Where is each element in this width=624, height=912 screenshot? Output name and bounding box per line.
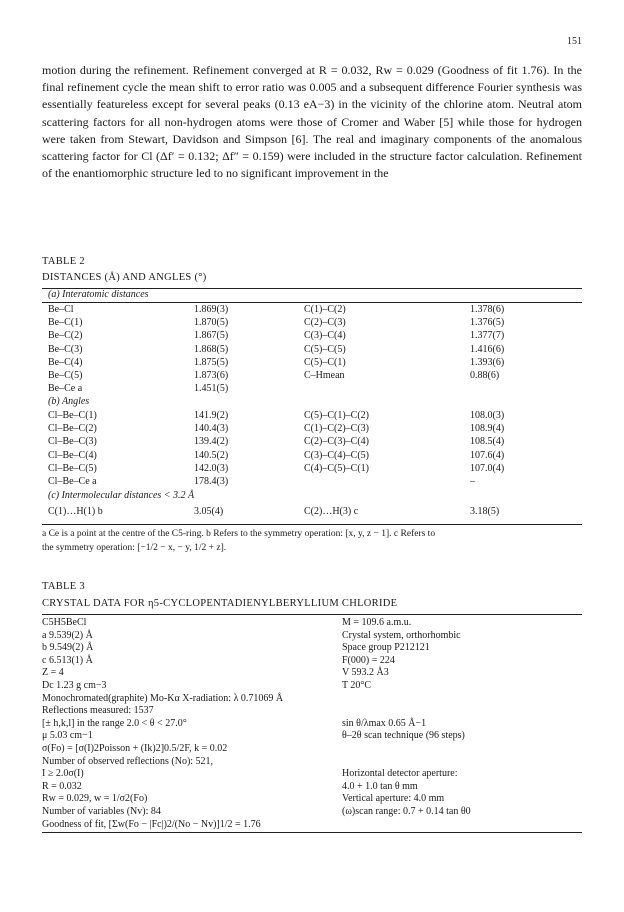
crystal-data-right: M = 109.6 a.m.u.	[342, 617, 412, 628]
table-cell: 1.867(5)	[194, 330, 229, 342]
crystal-data-right: T 20°C	[342, 680, 372, 691]
table-row	[42, 409, 582, 422]
table-cell: C(1)–C(2)–C(3)	[304, 423, 369, 435]
body-paragraph: motion during the refinement. Refinement converged at R = 0.032, Rw = 0.029 (Goodness of fit 1.76). In the final refinement cycle the mean shift to error ratio was 0.005 and a subsequent difference Fourier synthesis was essentially featureless except for several peaks (0.13 eA−3) in the vicinity of the chlorine atom. Neutral atom scattering factors for all non-hydrogen atoms were those of Cromer and Waber [5] while those for hydrogen were taken from Stewart, Davidson and Simpson [6]. The real and imaginary components of the anomalous scattering factor for Cl (Δf′ = 0.132; Δf″ = 0.159) were included in the structure factor calculation. Refinement of the enantiomorphic structure led to no significant improvement in the	[42, 63, 582, 181]
table3-title: CRYSTAL DATA FOR η5-CYCLOPENTADIENYLBERYLLIUM CHLORIDE	[42, 598, 398, 609]
table-row	[42, 369, 582, 382]
crystal-data-left: Monochromated(graphite) Mo-Kα X-radiation: λ 0.71069 Å	[42, 692, 284, 704]
table-cell: C(4)–C(5)–C(1)	[304, 462, 369, 474]
table3-top-rule	[42, 614, 582, 615]
table-row	[42, 343, 582, 356]
crystal-data-left: Number of observed reflections (No): 521,	[42, 755, 214, 767]
table-cell: Be–C(4)	[48, 356, 83, 368]
table-cell: Cl–Be–C(5)	[48, 462, 97, 474]
table-cell: 1.870(5)	[194, 317, 229, 329]
table-cell: C(1)…H(1) b	[48, 506, 103, 517]
table-row	[42, 303, 582, 316]
table-cell: 108.9(4)	[470, 423, 505, 435]
table-cell: 1.378(6)	[470, 304, 505, 315]
crystal-data-right: Vertical aperture: 4.0 mm	[342, 793, 445, 805]
table-cell: 1.376(5)	[470, 317, 505, 329]
table-cell: 107.6(4)	[470, 449, 505, 461]
table-cell: C(2)–C(3)	[304, 317, 346, 329]
table-row	[42, 462, 582, 475]
crystal-data-left: c 6.513(1) Å	[42, 654, 93, 666]
table-cell: C(2)–C(3)–C(4)	[304, 436, 369, 448]
crystal-data-left: Goodness of fit, [Σw(Fo − |Fc|)2/(No − Nv)]1/2 = 1.76	[42, 818, 261, 830]
table-cell: Be–Ce a	[48, 383, 83, 395]
crystal-data-right: θ–2θ scan technique (96 steps)	[342, 730, 465, 742]
crystal-data-right: (ω)scan range: 0.7 + 0.14 tan θ0	[342, 806, 471, 817]
page-number: 151	[567, 36, 582, 47]
table-cell: 142.0(3)	[194, 462, 229, 474]
table-cell: 140.5(2)	[194, 449, 229, 461]
crystal-data-left: I ≥ 2.0σ(I)	[42, 768, 84, 780]
crystal-data-right: Crystal system, orthorhombic	[342, 629, 461, 641]
table-row	[42, 316, 582, 329]
table-row	[42, 422, 582, 435]
table-cell: 1.377(7)	[470, 330, 505, 342]
crystal-data-left: σ(Fo) = [σ(I)2Poisson + (Ik)2]0.5/2F, k = 0.02	[42, 743, 228, 754]
table3-label: TABLE 3	[42, 581, 85, 592]
table-cell: C(2)…H(3) c	[304, 506, 359, 517]
table2-section-b: (b) Angles	[48, 396, 90, 407]
crystal-data-left: R = 0.032	[42, 780, 82, 792]
crystal-data-right: F(000) = 224	[342, 654, 395, 666]
table-cell: 3.05(4)	[194, 506, 224, 517]
crystal-data-right: 4.0 + 1.0 tan θ mm	[342, 780, 418, 792]
table-cell: 1.868(5)	[194, 343, 229, 355]
table-row	[42, 382, 582, 395]
crystal-data-left: [± h,k,l] in the range 2.0 < θ < 27.0°	[42, 717, 187, 729]
table2-footnote-1: a Ce is a point at the centre of the C5-ring. b Refers to the symmetry operation: [x, y, z − 1]. c Refers to	[42, 529, 436, 539]
table-cell: 140.4(3)	[194, 423, 229, 435]
table-cell: –	[470, 476, 475, 487]
table-cell: 108.5(4)	[470, 436, 505, 448]
table-cell: 1.869(3)	[194, 304, 229, 315]
table-cell: 141.9(2)	[194, 410, 229, 421]
table2-title: DISTANCES (Å) AND ANGLES (°)	[42, 272, 207, 283]
table-cell: 1.875(5)	[194, 356, 229, 368]
table-cell: C(5)–C(1)–C(2)	[304, 410, 369, 421]
table-cell: Cl–Be–Ce a	[48, 476, 97, 487]
table-cell: Be–Cl	[48, 304, 74, 315]
table-row	[42, 356, 582, 369]
table-cell: C(3)–C(4)	[304, 330, 346, 342]
crystal-data-left: Number of variables (Nv): 84	[42, 806, 161, 817]
crystal-data-left: a 9.539(2) Å	[42, 629, 93, 641]
crystal-data-left: C5H5BeCl	[42, 617, 87, 628]
table-cell: 1.393(6)	[470, 356, 505, 368]
table-row	[42, 435, 582, 448]
table-cell: Cl–Be–C(2)	[48, 423, 97, 435]
table2-bottom-rule	[42, 524, 582, 525]
table-cell: 1.873(6)	[194, 370, 229, 381]
crystal-data-right: Space group P212121	[342, 642, 430, 654]
table-row	[42, 505, 582, 518]
table-cell: Cl–Be–C(1)	[48, 410, 97, 421]
table-cell: C(5)–C(5)	[304, 343, 346, 355]
table-cell: Cl–Be–C(3)	[48, 436, 97, 448]
table-cell: Be–C(1)	[48, 317, 83, 329]
crystal-data-left: b 9.549(2) Å	[42, 642, 94, 654]
table-cell: Be–C(2)	[48, 330, 83, 342]
table-cell: 178.4(3)	[194, 476, 229, 487]
table-cell: Cl–Be–C(4)	[48, 449, 97, 461]
crystal-data-right: sin θ/λmax 0.65 Å−1	[342, 717, 427, 729]
table-cell: 108.0(3)	[470, 410, 505, 421]
table-cell: 0.88(6)	[470, 370, 500, 381]
crystal-data-right: Horizontal detector aperture:	[342, 768, 458, 780]
table-cell: 3.18(5)	[470, 506, 500, 517]
table-row	[42, 449, 582, 462]
table-cell: C(5)–C(1)	[304, 356, 346, 368]
table-cell: C(3)–C(4)–C(5)	[304, 449, 369, 461]
table-cell: 1.451(5)	[194, 383, 229, 395]
table-row	[42, 329, 582, 342]
crystal-data-left: Reflections measured: 1537	[42, 705, 154, 717]
table-cell: 139.4(2)	[194, 436, 229, 448]
table2-section-c: (c) Intermolecular distances < 3.2 Å	[48, 490, 195, 501]
table2-section-a: (a) Interatomic distances	[48, 289, 149, 300]
crystal-data-left: Z = 4	[42, 667, 64, 679]
table-cell: C–Hmean	[304, 370, 345, 381]
table3-bottom-rule	[42, 832, 582, 833]
crystal-data-left: μ 5.03 cm−1	[42, 730, 93, 742]
table-cell: Be–C(5)	[48, 370, 83, 381]
table-row	[42, 475, 582, 488]
crystal-data-left: Dc 1.23 g cm−3	[42, 680, 107, 691]
crystal-data-left: Rw = 0.029, w = 1/σ2(Fo)	[42, 793, 148, 805]
table2-footnote-2: the symmetry operation: [−1/2 − x, − y, 1/2 + z].	[42, 543, 227, 553]
crystal-data-right: V 593.2 Å3	[342, 667, 389, 679]
table2-label: TABLE 2	[42, 256, 85, 267]
table-cell: Be–C(3)	[48, 343, 83, 355]
table-cell: 1.416(6)	[470, 343, 505, 355]
table-cell: C(1)–C(2)	[304, 304, 346, 315]
table-cell: 107.0(4)	[470, 462, 505, 474]
